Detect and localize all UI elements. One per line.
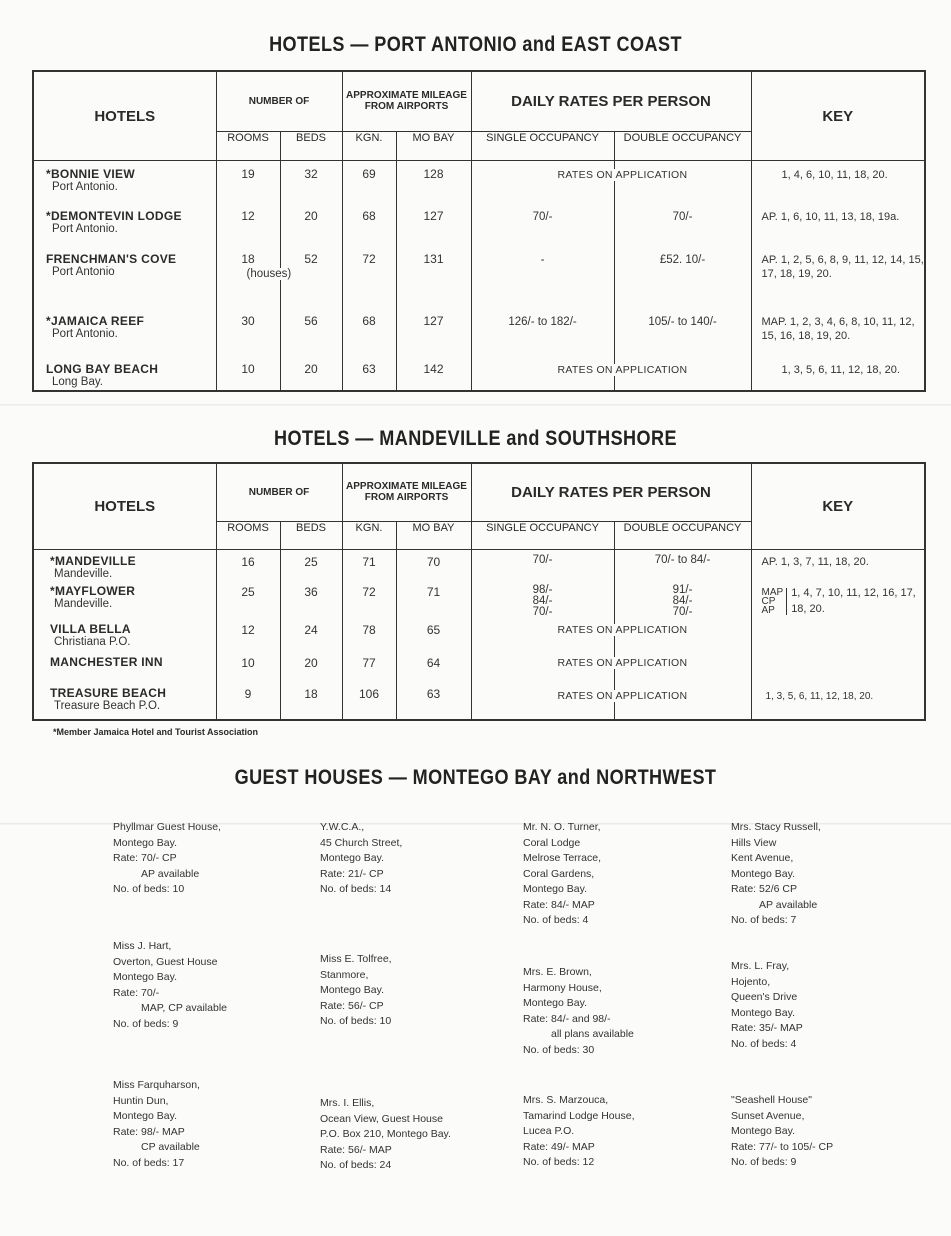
guest-house-line: Rate: 35/- MAP (731, 1022, 803, 1034)
guest-house-line: No. of beds: 14 (320, 883, 392, 895)
guest-house-line: Tamarind Lodge House, (523, 1109, 635, 1122)
table-row (33, 356, 925, 391)
guest-house-line: Coral Gardens, (523, 867, 595, 880)
guest-house-line: Sunset Avenue, (731, 1109, 805, 1122)
hotel-name: LONG BAY BEACH (46, 361, 159, 376)
key-codes: AP. 1, 6, 10, 11, 13, 18, 19a. (751, 203, 925, 246)
hotel-cell (33, 161, 216, 204)
guest-house-line: AP available (141, 867, 200, 880)
east-coast-hotels-table (32, 70, 926, 392)
guest-house-line: 45 Church Street, (320, 836, 403, 849)
kgn-mileage: 63 (342, 356, 396, 391)
header-key: KEY (751, 71, 925, 161)
guest-house-line: Mrs. I. Ellis, (320, 1097, 375, 1109)
key-plan-label: CP (761, 595, 776, 607)
header-daily-rates: DAILY RATES PER PERSON (471, 71, 751, 131)
single-rate: 126/- to 182/- (471, 308, 614, 356)
guest-house-entry (113, 1078, 200, 1171)
hotel-name: FRENCHMAN'S COVE (46, 252, 177, 267)
rates-on-application: RATES ON APPLICATION (557, 363, 688, 376)
guest-house-line: Ocean View, Guest House (320, 1112, 443, 1125)
rooms-value: 18 (216, 246, 280, 307)
double-rate-line: 70/- to 84/- (654, 553, 711, 566)
guest-house-line: Montego Bay. (320, 984, 385, 996)
mobay-value: 65 (396, 618, 471, 651)
hotel-cell (33, 203, 216, 246)
header-number-of: NUMBER OF (216, 463, 342, 521)
rooms-value: 9 (216, 682, 280, 720)
guest-house-line: Rate: 21/- CP (320, 867, 384, 880)
guest-house-line: No. of beds: 30 (523, 1043, 595, 1056)
guest-house-line: Overton, Guest House (113, 955, 218, 968)
hotel-location: Port Antonio (52, 266, 115, 279)
guest-house-line: No. of beds: 10 (320, 1015, 392, 1027)
hotel-cell (33, 308, 216, 356)
guest-house-line: No. of beds: 9 (731, 1156, 797, 1168)
rates-on-application: RATES ON APPLICATION (557, 169, 688, 182)
table-row (33, 246, 925, 307)
hotel-name: *DEMONTEVIN LODGE (46, 209, 182, 224)
header-kgn: KGN. (342, 521, 396, 549)
guest-house-entry (320, 820, 402, 898)
single-rate-line: 70/- (532, 553, 553, 566)
table-row (33, 161, 925, 204)
guest-house-line: No. of beds: 24 (320, 1159, 392, 1171)
hotel-name: *BONNIE VIEW (46, 167, 135, 182)
guest-house-line: Miss Farquharson, (113, 1079, 200, 1091)
single-rate (471, 549, 614, 580)
guest-house-line: No. of beds: 4 (731, 1037, 797, 1050)
rooms-value: 30 (216, 308, 280, 356)
kgn-mileage: 69 (342, 161, 396, 204)
beds-value: 36 (280, 580, 342, 618)
guest-house-line: Y.W.C.A., (320, 821, 365, 833)
kgn-value: 106 (342, 682, 396, 720)
hotel-name: VILLA BELLA (50, 622, 131, 636)
mobay-mileage: 142 (396, 356, 471, 391)
beds-value: 56 (280, 308, 342, 356)
header-beds: BEDS (280, 131, 342, 160)
guest-house-entry (731, 1093, 833, 1171)
single-rate: - (471, 246, 614, 307)
rooms-value: 12 (216, 203, 280, 246)
kgn-value: 77 (342, 651, 396, 682)
guest-house-line: Rate: 84/- MAP (523, 898, 595, 911)
key-plan-label: AP (761, 604, 775, 616)
single-rate-line: 98/- (532, 584, 553, 596)
guest-house-line: "Seashell House" (731, 1094, 813, 1106)
table-row (33, 618, 925, 651)
guest-house-line: Kent Avenue, (731, 852, 794, 864)
hotel-cell (33, 580, 216, 618)
double-rate-line: 70/- (672, 606, 693, 618)
single-rate-line: 84/- (532, 595, 553, 607)
guest-house-line: Mrs. E. Brown, (523, 966, 592, 978)
header-mileage: APPROXIMATE MILEAGE FROM AIRPORTS (342, 71, 471, 131)
guest-house-line: Mrs. S. Marzouca, (523, 1094, 609, 1106)
section-title-mandeville: HOTELS — MANDEVILLE and SOUTHSHORE (274, 427, 677, 450)
header-key: KEY (751, 463, 925, 549)
kgn-value: 72 (342, 580, 396, 618)
rates-on-application: RATES ON APPLICATION (557, 624, 688, 636)
mobay-mileage: 128 (396, 161, 471, 204)
key-codes: 1, 3, 5, 6, 11, 12, 18, 20. (751, 356, 925, 391)
guest-house-line: P.O. Box 210, Montego Bay. (320, 1128, 451, 1140)
guest-house-line: Coral Lodge (523, 836, 581, 849)
guest-house-entry (731, 820, 821, 929)
guest-house-line: Queen's Drive (731, 991, 798, 1003)
beds-value: 32 (280, 161, 342, 204)
rooms-value: 10 (216, 356, 280, 391)
guest-house-line: Rate: 77/- to 105/- CP (731, 1140, 834, 1153)
hotel-cell (33, 356, 216, 391)
guest-house-line: Rate: 84/- and 98/- (523, 1012, 611, 1025)
guest-house-line: Lucea P.O. (523, 1125, 575, 1137)
guest-house-entry (113, 820, 221, 898)
hotel-location: Long Bay. (52, 375, 103, 388)
rates-on-application: RATES ON APPLICATION (557, 690, 688, 702)
mandeville-hotels-table (32, 462, 926, 721)
table-row (33, 580, 925, 618)
guest-house-line: No. of beds: 17 (113, 1156, 185, 1169)
header-mobay: MO BAY (396, 521, 471, 549)
guest-house-line: Harmony House, (523, 981, 602, 994)
rooms-value: 16 (216, 549, 280, 580)
key-codes: AP. 1, 2, 5, 6, 8, 9, 11, 12, 14, 15, 17, 18, 19, 20. (751, 246, 925, 307)
key-codes (751, 651, 925, 682)
guest-house-line: Mrs. Stacy Russell, (731, 821, 821, 833)
guest-house-line: Montego Bay. (523, 883, 588, 895)
member-footnote: *Member Jamaica Hotel and Tourist Association (53, 727, 259, 737)
guest-house-line: Mrs. L. Fray, (731, 960, 790, 972)
hotel-name: TREASURE BEACH (50, 686, 167, 700)
header-kgn: KGN. (342, 131, 396, 160)
key-codes (751, 618, 925, 651)
mobay-value: 64 (396, 651, 471, 682)
header-number-of: NUMBER OF (216, 71, 342, 131)
guest-house-line: Hills View (731, 836, 777, 849)
kgn-mileage: 68 (342, 308, 396, 356)
header-hotels: HOTELS (33, 71, 216, 161)
guest-house-line: Miss J. Hart, (113, 940, 172, 952)
mobay-mileage: 127 (396, 203, 471, 246)
guest-house-line: Rate: 70/- (113, 986, 160, 999)
key-text: 1, 4, 7, 10, 11, 12, 16, 17, 18, 20. (791, 587, 916, 615)
double-rate-line: 84/- (672, 595, 693, 607)
hotel-location: Christiana P.O. (54, 636, 131, 648)
guest-house-line: Montego Bay. (113, 971, 178, 983)
guest-house-line: Hojento, (731, 975, 771, 988)
header-double: DOUBLE OCCUPANCY (614, 521, 751, 549)
kgn-mileage: 68 (342, 203, 396, 246)
header-beds: BEDS (280, 521, 342, 549)
rooms-value: 12 (216, 618, 280, 651)
table-row (33, 203, 925, 246)
hotel-name: *MAYFLOWER (50, 584, 136, 598)
guest-house-line: all plans available (551, 1028, 634, 1040)
double-rate: £52. 10/- (614, 246, 751, 307)
hotel-cell (33, 549, 216, 580)
rates-on-application: RATES ON APPLICATION (557, 657, 688, 669)
double-rate: 70/- (614, 203, 751, 246)
key-plan-group (762, 585, 925, 617)
guest-house-line: Rate: 98/- MAP (113, 1125, 185, 1138)
beds-value: 20 (280, 356, 342, 391)
key-plan-label: MAP (761, 586, 784, 598)
guest-house-line: Montego Bay. (731, 1125, 796, 1137)
beds-note: (houses) (246, 268, 292, 281)
guest-house-line: Miss E. Tolfree, (320, 953, 392, 965)
guest-house-line: Rate: 52/6 CP (731, 883, 797, 895)
single-rate (471, 580, 614, 618)
guest-house-line: Phyllmar Guest House, (113, 821, 221, 833)
paper-fold-line (0, 404, 951, 406)
beds-value: 20 (280, 203, 342, 246)
header-mileage: APPROXIMATE MILEAGE FROM AIRPORTS (342, 463, 471, 521)
kgn-value: 78 (342, 618, 396, 651)
double-rate: 105/- to 140/- (614, 308, 751, 356)
hotel-name: *MANDEVILLE (50, 553, 136, 568)
guest-house-line: Stanmore, (320, 968, 369, 981)
hotel-name: *JAMAICA REEF (46, 313, 145, 328)
guest-house-line: CP available (141, 1141, 200, 1153)
guest-house-entry (113, 939, 227, 1032)
guest-house-line: Rate: 56/- MAP (320, 1143, 392, 1156)
guest-house-entry (523, 820, 601, 929)
single-rate-line: 70/- (532, 606, 553, 618)
header-rooms: ROOMS (216, 521, 280, 549)
hotel-location: Mandeville. (54, 598, 113, 610)
double-rate-line: 91/- (672, 584, 693, 596)
hotel-location: Mandeville. (54, 567, 113, 580)
guest-house-line: Montego Bay. (731, 867, 796, 880)
guest-house-line: No. of beds: 4 (523, 914, 589, 926)
guest-house-line: Huntin Dun, (113, 1094, 169, 1107)
single-rate (471, 161, 688, 204)
key-codes: AP. 1, 3, 7, 11, 18, 20. (751, 549, 925, 580)
hotel-location: Port Antonio. (52, 223, 118, 236)
guest-house-line: Montego Bay. (320, 852, 385, 864)
mobay-value: 70 (396, 549, 471, 580)
beds-value: 20 (280, 651, 342, 682)
hotel-location: Port Antonio. (52, 327, 118, 340)
section-title-guest-houses: GUEST HOUSES — MONTEGO BAY and NORTHWEST (234, 766, 717, 789)
key-codes (751, 580, 925, 618)
guest-house-entry (320, 952, 392, 1030)
header-daily-rates: DAILY RATES PER PERSON (471, 463, 751, 521)
guest-house-entry (523, 1093, 635, 1171)
table-row (33, 549, 925, 580)
beds-value: 52 (houses) (280, 246, 342, 307)
hotel-location: Port Antonio. (52, 181, 118, 194)
single-rate (471, 651, 688, 682)
mobay-value: 71 (396, 580, 471, 618)
header-single: SINGLE OCCUPANCY (471, 131, 614, 160)
hotel-cell (33, 651, 216, 682)
double-rate (614, 161, 751, 204)
hotel-name: MANCHESTER INN (50, 655, 163, 669)
single-rate (471, 682, 688, 720)
header-double: DOUBLE OCCUPANCY (614, 131, 751, 160)
guest-house-line: Rate: 49/- MAP (523, 1140, 595, 1153)
beds-value: 18 (280, 682, 342, 720)
table-row (33, 651, 925, 682)
guest-house-entry (523, 965, 634, 1058)
guest-house-line: No. of beds: 10 (113, 883, 185, 895)
header-mobay: MO BAY (396, 131, 471, 160)
guest-house-line: AP available (759, 898, 818, 911)
mobay-value: 63 (396, 682, 471, 720)
hotel-cell (33, 682, 216, 720)
table-row (33, 682, 925, 720)
rooms-value: 25 (216, 580, 280, 618)
guest-house-line: Montego Bay. (523, 997, 588, 1009)
hotel-location: Treasure Beach P.O. (54, 700, 161, 712)
guest-house-line: MAP, CP available (141, 1002, 227, 1014)
single-rate: 70/- (471, 203, 614, 246)
rooms-value: 19 (216, 161, 280, 204)
beds-value: 24 (280, 618, 342, 651)
guest-house-line: Rate: 56/- CP (320, 999, 384, 1012)
key-codes: MAP. 1, 2, 3, 4, 6, 8, 10, 11, 12, 15, 16, 18, 19, 20. (751, 308, 925, 356)
beds-value: 25 (280, 549, 342, 580)
hotel-cell (33, 618, 216, 651)
guest-house-line: Mr. N. O. Turner, (523, 821, 601, 833)
guest-house-line: Montego Bay. (113, 836, 178, 849)
key-plans (762, 588, 788, 615)
guest-house-line: No. of beds: 12 (523, 1156, 595, 1168)
single-rate (471, 618, 688, 651)
header-single: SINGLE OCCUPANCY (471, 521, 614, 549)
guest-house-line: Montego Bay. (113, 1110, 178, 1122)
single-rate (471, 356, 688, 391)
key-codes: 1, 4, 6, 10, 11, 18, 20. (751, 161, 925, 204)
rooms-value: 10 (216, 651, 280, 682)
header-rooms: ROOMS (216, 131, 280, 160)
double-rate (614, 549, 751, 580)
hotel-cell (33, 246, 216, 307)
header-hotels: HOTELS (33, 463, 216, 549)
guest-house-line: Montego Bay. (731, 1006, 796, 1019)
kgn-mileage: 72 (342, 246, 396, 307)
section-title-east-coast: HOTELS — PORT ANTONIO and EAST COAST (269, 33, 682, 56)
key-codes: 1, 3, 5, 6, 11, 12, 18, 20. (751, 682, 925, 720)
guest-house-line: No. of beds: 7 (731, 914, 797, 926)
double-rate (614, 580, 751, 618)
guest-house-line: No. of beds: 9 (113, 1017, 179, 1030)
mobay-mileage: 127 (396, 308, 471, 356)
kgn-value: 71 (342, 549, 396, 580)
mobay-mileage: 131 (396, 246, 471, 307)
guest-house-entry (731, 959, 803, 1052)
guest-house-entry (320, 1096, 451, 1174)
guest-house-line: Melrose Terrace, (523, 852, 602, 864)
table-row (33, 308, 925, 356)
guest-house-line: Rate: 70/- CP (113, 852, 177, 864)
